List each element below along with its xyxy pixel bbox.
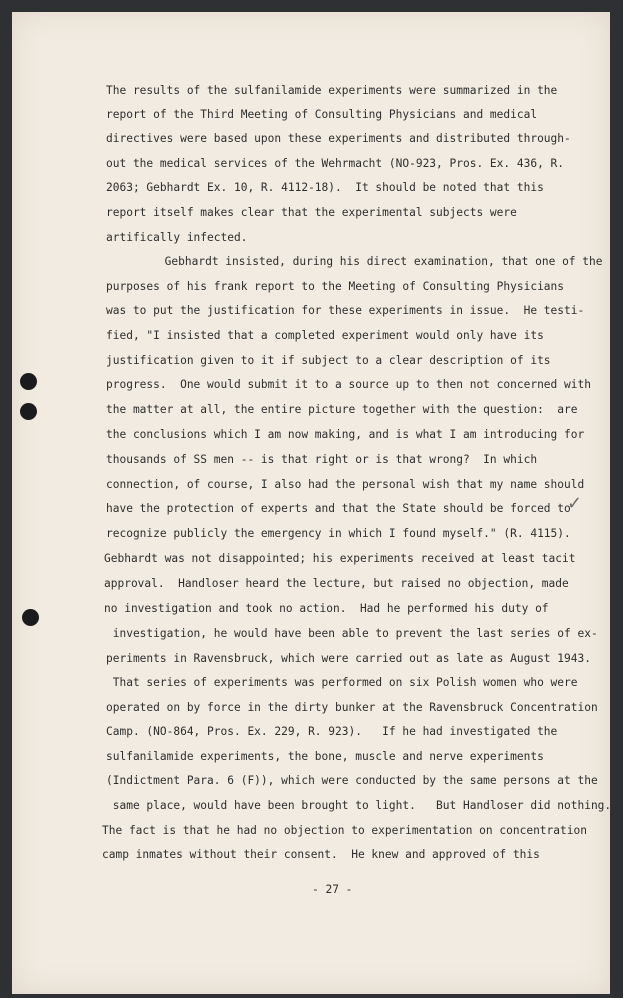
text-line: report itself makes clear that the experimental subjects were <box>106 206 517 219</box>
text-line: operated on by force in the dirty bunker at the Ravensbruck Concentration <box>106 701 598 714</box>
text-line: Gebhardt insisted, during his direct examination, that one of the <box>131 255 603 268</box>
paper-page <box>12 12 610 994</box>
page-number: - 27 - <box>312 883 353 896</box>
text-line: recognize publicly the emergency in which I found myself." (R. 4115). <box>106 527 571 540</box>
text-line: purposes of his frank report to the Meeting of Consulting Physicians <box>106 280 565 293</box>
margin-checkmark: ✓ <box>567 493 583 514</box>
text-line: camp inmates without their consent. He knew and approved of this <box>102 848 540 861</box>
text-line: out the medical services of the Wehrmacht (NO-923, Pros. Ex. 436, R. <box>106 157 565 170</box>
text-line: fied, "I insisted that a completed experiment would only have its <box>106 329 544 342</box>
text-line: the conclusions which I am now making, and is what I am introducing for <box>106 428 585 441</box>
text-line: no investigation and took no action. Had he performed his duty of <box>104 602 549 615</box>
binder-hole-bottom <box>22 609 39 626</box>
text-line: same place, would have been brought to light. But Handloser did nothing. <box>106 799 612 812</box>
text-line: artifically infected. <box>106 231 248 244</box>
text-line: directives were based upon these experiments and distributed through- <box>106 132 571 145</box>
text-line: The fact is that he had no objection to experimentation on concentration <box>102 824 587 837</box>
text-line: justification given to it if subject to a clear description of its <box>106 354 551 367</box>
text-line: (Indictment Para. 6 (F)), which were conducted by the same persons at the <box>106 774 598 787</box>
text-line: Camp. (NO-864, Pros. Ex. 229, R. 923). If he had investigated the <box>106 725 558 738</box>
text-line: have the protection of experts and that the State should be forced to <box>106 502 571 515</box>
text-line: connection, of course, I also had the personal wish that my name should <box>106 478 585 491</box>
text-line: report of the Third Meeting of Consulting Physicians and medical <box>106 108 538 121</box>
text-line: 2063; Gebhardt Ex. 10, R. 4112-18). It should be noted that this <box>106 181 544 194</box>
binder-hole-middle <box>20 403 37 420</box>
text-line: the matter at all, the entire picture together with the question: are <box>106 403 578 416</box>
text-line: Gebhardt was not disappointed; his experiments received at least tacit <box>104 552 576 565</box>
text-line: approval. Handloser heard the lecture, but raised no objection, made <box>104 577 569 590</box>
text-line: sulfanilamide experiments, the bone, muscle and nerve experiments <box>106 750 544 763</box>
text-line: thousands of SS men -- is that right or is that wrong? In which <box>106 453 538 466</box>
text-line: periments in Ravensbruck, which were carried out as late as August 1943. <box>106 652 591 665</box>
text-line: That series of experiments was performed on six Polish women who were <box>106 676 578 689</box>
text-line: The results of the sulfanilamide experiments were summarized in the <box>106 84 558 97</box>
text-line: progress. One would submit it to a source up to then not concerned with <box>106 378 591 391</box>
binder-hole-top <box>20 373 37 390</box>
text-line: was to put the justification for these experiments in issue. He testi- <box>106 304 585 317</box>
text-line: investigation, he would have been able to prevent the last series of ex- <box>106 627 598 640</box>
